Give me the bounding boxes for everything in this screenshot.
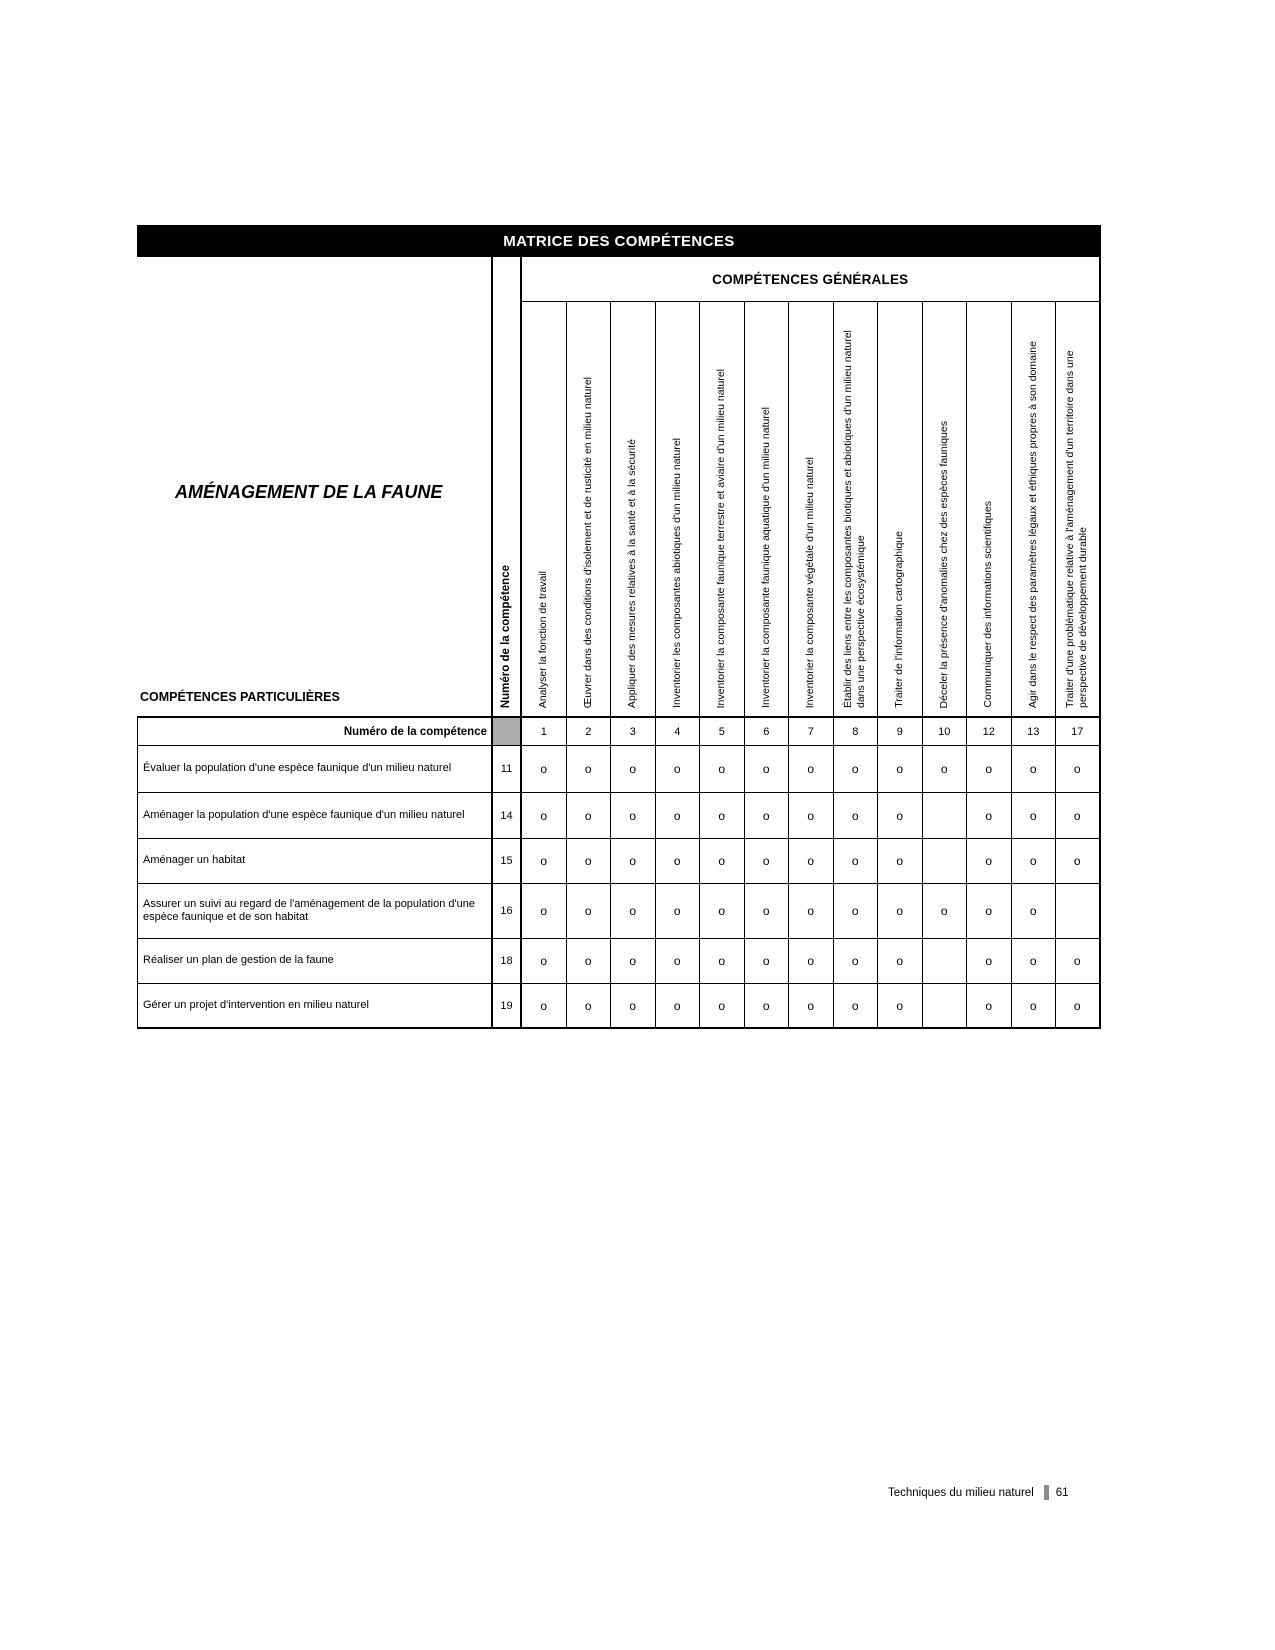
general-competency-header: [878, 302, 923, 716]
particular-competency-number: 18: [491, 939, 522, 984]
competency-mark: o: [522, 746, 567, 793]
matrix-title: MATRICE DES COMPÉTENCES: [137, 225, 1101, 257]
program-title: AMÉNAGEMENT DE LA FAUNE: [175, 482, 443, 502]
competency-mark: o: [1012, 984, 1057, 1029]
competency-mark: o: [656, 793, 701, 839]
competency-mark: o: [834, 793, 879, 839]
competency-mark: o: [745, 746, 790, 793]
particular-competencies-header-cell: [137, 257, 491, 716]
general-competency-label: Établir des liens entre les composantes biotiques et abiotiques d'un milieu naturel dans une perspective écosystémique: [842, 330, 868, 708]
empty-mark-cell: [923, 984, 968, 1029]
competency-mark: o: [1056, 746, 1101, 793]
competency-mark: o: [789, 793, 834, 839]
general-competency-header: [745, 302, 790, 716]
competency-mark: o: [745, 839, 790, 884]
competency-mark: o: [656, 839, 701, 884]
competency-number-column-header: [491, 257, 522, 716]
particular-competency-label: Aménager la population d'une espèce faunique d'un milieu naturel: [137, 793, 491, 839]
particular-competency-label: Aménager un habitat: [137, 839, 491, 884]
general-competency-header: [1056, 302, 1101, 716]
competency-mark: o: [656, 984, 701, 1029]
general-competency-label: Inventorier la composante faunique terrestre et aviaire d'un milieu naturel: [715, 368, 728, 708]
particular-competencies-label: COMPÉTENCES PARTICULIÈRES: [140, 690, 340, 704]
general-competency-header: [834, 302, 879, 716]
number-row-corner-cell: [491, 716, 522, 746]
general-competency-label: Traiter d'une problématique relative à l'aménagement d'un territoire dans une perspective de développement durable: [1064, 350, 1090, 708]
competency-mark: o: [567, 984, 612, 1029]
competency-number-column-label: Numéro de la compétence: [500, 564, 512, 708]
competency-mark: o: [745, 939, 790, 984]
general-competency-number: 1: [522, 716, 567, 746]
particular-competency-number: 15: [491, 839, 522, 884]
general-competency-number: 10: [923, 716, 968, 746]
particular-competency-label: Gérer un projet d'intervention en milieu naturel: [137, 984, 491, 1029]
competency-mark: o: [567, 746, 612, 793]
general-competency-label: Inventorier les composantes abiotiques d'un milieu naturel: [670, 438, 683, 708]
competency-mark: o: [923, 746, 968, 793]
competency-mark: o: [522, 839, 567, 884]
competency-mark: o: [611, 839, 656, 884]
competency-mark: o: [789, 939, 834, 984]
general-competency-number: 9: [878, 716, 923, 746]
competency-mark: o: [522, 939, 567, 984]
competency-mark: o: [656, 884, 701, 939]
competency-mark: o: [967, 746, 1012, 793]
general-competency-header: [656, 302, 701, 716]
competency-mark: o: [1012, 884, 1057, 939]
competency-mark: o: [611, 884, 656, 939]
competency-mark: o: [745, 984, 790, 1029]
general-competency-header: [611, 302, 656, 716]
general-competency-label: Inventorier la composante faunique aquatique d'un milieu naturel: [759, 407, 772, 708]
general-competency-label: Communiquer des informations scientifiques: [982, 501, 995, 708]
particular-competency-label: Réaliser un plan de gestion de la faune: [137, 939, 491, 984]
competency-mark: o: [611, 746, 656, 793]
competency-mark: o: [1056, 839, 1101, 884]
competency-mark: o: [878, 984, 923, 1029]
competency-mark: o: [522, 793, 567, 839]
general-competency-number: 17: [1056, 716, 1101, 746]
competency-mark: o: [878, 884, 923, 939]
general-competency-label: Traiter de l'information cartographique: [893, 531, 906, 708]
general-competency-header: [967, 302, 1012, 716]
competency-matrix: [137, 225, 1101, 1029]
general-competencies-header: COMPÉTENCES GÉNÉRALES: [522, 257, 1101, 302]
general-competency-label: Inventorier la composante végétale d'un milieu naturel: [804, 456, 817, 708]
particular-competency-number: 19: [491, 984, 522, 1029]
competency-mark: o: [789, 839, 834, 884]
competency-mark: o: [611, 984, 656, 1029]
competency-mark: o: [789, 884, 834, 939]
competency-mark: o: [834, 939, 879, 984]
general-competency-number: 6: [745, 716, 790, 746]
competency-mark: o: [1012, 793, 1057, 839]
matrix-table: [137, 257, 1101, 1029]
competency-mark: o: [700, 984, 745, 1029]
competency-mark: o: [522, 884, 567, 939]
competency-mark: o: [967, 939, 1012, 984]
general-competency-label: Œuvrer dans des conditions d'isolement et de rusticité en milieu naturel: [581, 376, 594, 708]
competency-mark: o: [923, 884, 968, 939]
general-competency-number: 8: [834, 716, 879, 746]
footer-page-number: 61: [1055, 1486, 1069, 1499]
competency-mark: o: [878, 746, 923, 793]
competency-mark: o: [700, 884, 745, 939]
particular-competency-label: Assurer un suivi au regard de l'aménagement de la population d'une espèce faunique et de son habitat: [137, 884, 491, 939]
general-competency-header: [1012, 302, 1057, 716]
general-competency-label: Agir dans le respect des paramètres légaux et éthiques propres à son domaine: [1026, 340, 1039, 708]
empty-mark-cell: [923, 793, 968, 839]
competency-mark: o: [967, 793, 1012, 839]
general-competency-number: 7: [789, 716, 834, 746]
general-competency-header: [567, 302, 612, 716]
general-competency-number: 13: [1012, 716, 1057, 746]
competency-mark: o: [611, 793, 656, 839]
number-row-label: Numéro de la compétence: [137, 716, 491, 746]
competency-mark: o: [967, 839, 1012, 884]
general-competency-number: 3: [611, 716, 656, 746]
competency-mark: o: [656, 746, 701, 793]
competency-mark: o: [567, 884, 612, 939]
general-competency-label: Analyser la fonction de travail: [537, 570, 550, 708]
general-competency-header: [923, 302, 968, 716]
competency-mark: o: [700, 746, 745, 793]
particular-competency-number: 14: [491, 793, 522, 839]
competency-mark: o: [700, 939, 745, 984]
general-competency-number: 4: [656, 716, 701, 746]
competency-mark: o: [522, 984, 567, 1029]
competency-mark: o: [1012, 839, 1057, 884]
footer-divider: [1044, 1485, 1049, 1500]
competency-mark: o: [656, 939, 701, 984]
general-competency-header: [700, 302, 745, 716]
competency-mark: o: [967, 984, 1012, 1029]
competency-mark: o: [745, 793, 790, 839]
general-competency-number: 12: [967, 716, 1012, 746]
competency-mark: o: [567, 839, 612, 884]
competency-mark: o: [611, 939, 656, 984]
competency-mark: o: [1012, 746, 1057, 793]
competency-mark: o: [567, 939, 612, 984]
competency-mark: o: [834, 884, 879, 939]
particular-competency-number: 11: [491, 746, 522, 793]
competency-mark: o: [967, 884, 1012, 939]
general-competency-label: Appliquer des mesures relatives à la santé et à la sécurité: [626, 438, 639, 708]
empty-mark-cell: [923, 939, 968, 984]
competency-mark: o: [700, 839, 745, 884]
competency-mark: o: [789, 984, 834, 1029]
competency-mark: o: [834, 839, 879, 884]
general-competency-number: 2: [567, 716, 612, 746]
general-competency-label: Déceler la présence d'anomalies chez des espèces fauniques: [937, 420, 950, 708]
empty-mark-cell: [923, 839, 968, 884]
footer-document-title: Techniques du milieu naturel: [888, 1486, 1034, 1499]
competency-mark: o: [1012, 939, 1057, 984]
competency-mark: o: [1056, 939, 1101, 984]
particular-competency-label: Évaluer la population d'une espèce faunique d'un milieu naturel: [137, 746, 491, 793]
general-competency-header: [789, 302, 834, 716]
competency-mark: o: [745, 884, 790, 939]
general-competency-header: [522, 302, 567, 716]
page-footer: [888, 1485, 1069, 1500]
empty-mark-cell: [1056, 884, 1101, 939]
competency-mark: o: [878, 793, 923, 839]
competency-mark: o: [567, 793, 612, 839]
competency-mark: o: [1056, 793, 1101, 839]
competency-mark: o: [878, 939, 923, 984]
competency-mark: o: [789, 746, 834, 793]
particular-competency-number: 16: [491, 884, 522, 939]
competency-mark: o: [878, 839, 923, 884]
general-competency-number: 5: [700, 716, 745, 746]
competency-mark: o: [700, 793, 745, 839]
competency-mark: o: [834, 746, 879, 793]
competency-mark: o: [1056, 984, 1101, 1029]
competency-mark: o: [834, 984, 879, 1029]
